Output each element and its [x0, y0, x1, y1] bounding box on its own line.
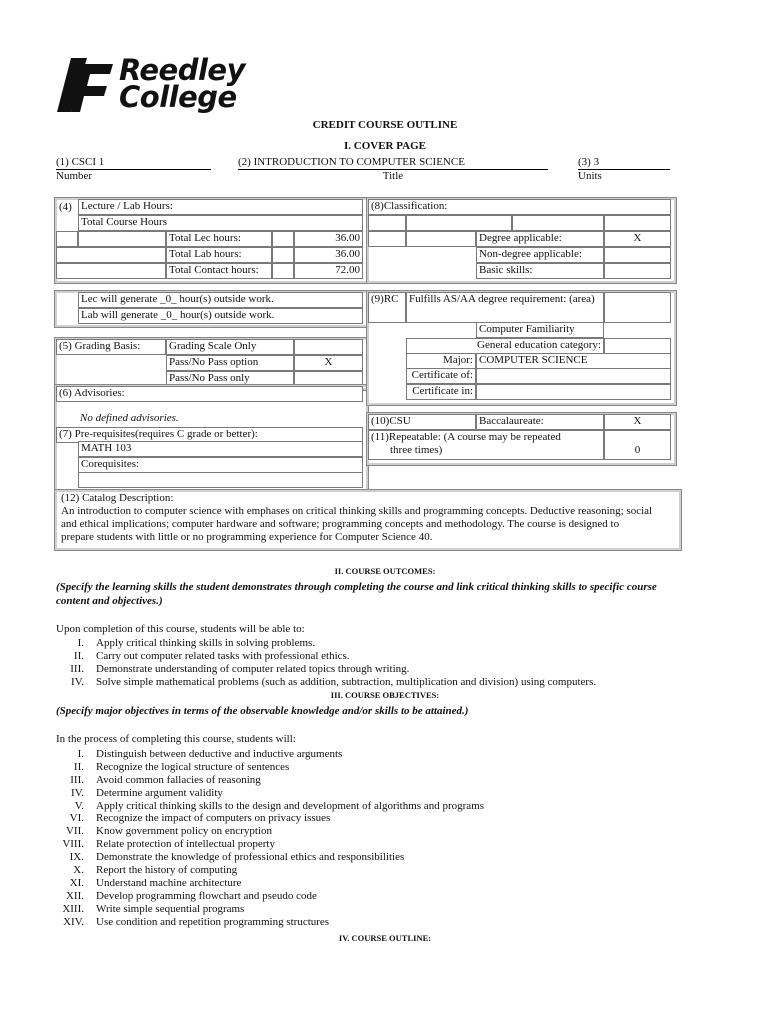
total-lab-value: 36.00	[294, 247, 363, 263]
blank-cell	[56, 231, 78, 247]
rc-logo-icon	[57, 56, 117, 114]
total-lab-label: Total Lab hours:	[166, 247, 272, 263]
rc-label: (9)RC	[368, 292, 406, 323]
item-number: VIII.	[62, 838, 84, 851]
rc-area: Computer Familiarity	[476, 322, 604, 338]
item-number: I.	[77, 748, 84, 760]
lab-outside-work: Lab will generate _0_ hour(s) outside work.	[78, 308, 363, 324]
certificate-in-label: Certificate in:	[406, 384, 476, 400]
blank-cell	[78, 231, 166, 247]
outcomes-intro: Upon completion of this course, students will be able to:	[56, 623, 305, 635]
total-lec-value: 36.00	[294, 231, 363, 247]
item-number: XIV.	[63, 915, 84, 928]
item-text: Develop programming flowchart and pseudo code	[96, 889, 317, 902]
list-item	[56, 774, 756, 787]
item-number: V.	[74, 799, 84, 812]
csu-label: (10)CSU	[368, 414, 476, 430]
item-text: Relate protection of intellectual property	[96, 838, 275, 851]
list-item	[56, 877, 756, 890]
list-item	[56, 787, 756, 800]
coreq-label: Corequisites:	[78, 457, 363, 473]
degree-applicable-label: Degree applicable:	[476, 231, 604, 247]
logo-line1: Reedley	[119, 53, 245, 87]
item-number: III.	[70, 773, 84, 786]
item-text: Avoid common fallacies of reasoning	[96, 773, 261, 786]
item-number: I.	[77, 637, 84, 649]
total-contact-label: Total Contact hours:	[166, 263, 272, 279]
item-text: Solve simple mathematical problems (such as addition, subtraction, multiplication and division) using computers.	[96, 675, 597, 688]
total-contact-value: 72.00	[294, 263, 363, 279]
item-number: XIII.	[62, 902, 84, 915]
outline-heading: IV. COURSE OUTLINE:	[338, 933, 432, 943]
item-text: Report the history of computing	[96, 864, 238, 877]
blank-cell	[604, 292, 671, 323]
major-label: Major:	[406, 353, 476, 369]
blank-cell	[604, 338, 671, 354]
outcomes-instruction-1: (Specify the learning skills the student demonstrates through completing the course and link critical thinking skills to specific course	[56, 581, 657, 593]
college-logo	[57, 53, 282, 114]
blank-cell	[56, 263, 166, 279]
item-number: X.	[73, 864, 84, 877]
item-number: II.	[73, 760, 84, 773]
grading-option-2: Pass/No Pass option	[166, 355, 294, 371]
list-item	[56, 890, 756, 903]
blank-cell	[294, 339, 363, 355]
item-text: Apply critical thinking skills in solving problems.	[96, 637, 316, 649]
advisories-label: (6) Advisories:	[56, 386, 363, 402]
lec-outside-work: Lec will generate _0_ hour(s) outside work.	[78, 292, 363, 308]
item-number: VI.	[69, 812, 84, 825]
hours-number: (4)	[59, 201, 72, 213]
grading-basis-label: (5) Grading Basis:	[56, 339, 166, 355]
list-item	[56, 851, 756, 864]
number-label: Number	[56, 170, 93, 182]
non-degree-label: Non-degree applicable:	[476, 247, 604, 263]
catalog-line-2: and ethical implications; computer hardware and software; programming concepts and methodology. The course is designed to	[61, 518, 620, 530]
rc-fulfills-label: Fulfills AS/AA degree requirement: (area)	[406, 292, 604, 323]
grading-option-2-mark: X	[294, 355, 363, 371]
course-title: (2) INTRODUCTION TO COMPUTER SCIENCE	[238, 155, 548, 170]
lecture-lab-label: Lecture / Lab Hours:	[78, 199, 363, 215]
baccalaureate-label: Baccalaureate:	[476, 414, 604, 430]
blank-cell	[272, 263, 294, 279]
item-text: Determine argument validity	[96, 786, 223, 799]
item-number: II.	[73, 649, 84, 662]
blank-cell	[512, 215, 604, 231]
item-text: Know government policy on encryption	[96, 825, 272, 838]
baccalaureate-mark: X	[604, 414, 671, 430]
list-item	[56, 800, 756, 813]
list-item	[56, 864, 756, 877]
item-text: Apply critical thinking skills to the design and development of algorithms and programs	[96, 799, 484, 812]
catalog-line-3: prepare students with little or no programming experience for Computer Science 40.	[61, 531, 433, 543]
list-item	[56, 812, 756, 825]
blank-cell	[368, 215, 406, 231]
item-number: IX.	[69, 851, 84, 864]
course-number: (1) CSCI 1	[56, 155, 211, 170]
grading-option-1: Grading Scale Only	[166, 339, 294, 355]
item-number: III.	[70, 662, 84, 675]
list-item	[56, 748, 756, 761]
list-item	[56, 637, 756, 650]
blank-cell	[272, 247, 294, 263]
repeatable-value: 0	[634, 444, 641, 456]
item-number: XII.	[65, 889, 84, 902]
list-item	[56, 916, 756, 929]
major-value: COMPUTER SCIENCE	[476, 353, 671, 369]
item-text: Recognize the impact of computers on privacy issues	[96, 812, 331, 825]
item-number: VII.	[65, 825, 84, 838]
certificate-of-label: Certificate of:	[406, 368, 476, 384]
blank-cell	[476, 368, 671, 384]
prereq-course: MATH 103	[78, 441, 363, 457]
prereq-label: (7) Pre-requisites(requires C grade or better):	[56, 427, 363, 443]
degree-applicable-mark: X	[604, 231, 671, 247]
list-item	[56, 676, 756, 689]
units-label: Units	[578, 170, 602, 182]
classification-label: (8)Classification:	[368, 199, 671, 215]
list-item	[56, 825, 756, 838]
blank-cell	[604, 215, 671, 231]
item-text: Distinguish between deductive and inductive arguments	[96, 748, 343, 760]
ge-category-label: General education category:	[406, 338, 604, 354]
item-text: Write simple sequential programs	[96, 902, 245, 915]
catalog-line-1: An introduction to computer science with emphases on critical thinking skills and programming concepts. Deductive reasoning; social	[61, 505, 653, 517]
list-item	[56, 761, 756, 774]
item-text: Carry out computer related tasks with professional ethics.	[96, 649, 350, 662]
units-value: (3) 3	[578, 155, 670, 170]
item-number: IV.	[71, 786, 84, 799]
outcomes-list	[56, 637, 756, 689]
repeatable-line1: (11)Repeatable: (A course may be repeated	[371, 431, 561, 443]
grading-option-3: Pass/No Pass only	[166, 371, 294, 387]
item-number: XI.	[69, 876, 84, 889]
item-text: Recognize the logical structure of sentences	[96, 760, 290, 773]
logo-line2: College	[119, 80, 237, 114]
list-item	[56, 650, 756, 663]
catalog-title: (12) Catalog Description:	[61, 492, 174, 504]
objectives-list	[56, 748, 756, 928]
repeatable-line2: three times)	[390, 444, 443, 456]
outcomes-instruction-2: content and objectives.)	[56, 595, 163, 607]
blank-cell	[406, 231, 476, 247]
list-item	[56, 838, 756, 851]
item-text: Understand machine architecture	[96, 876, 242, 889]
advisories-value: No defined advisories.	[80, 412, 179, 424]
blank-cell	[272, 231, 294, 247]
blank-cell	[406, 215, 512, 231]
item-text: Demonstrate the knowledge of professional ethics and responsibilities	[96, 851, 405, 864]
objectives-instruction: (Specify major objectives in terms of the observable knowledge and/or skills to be attained.)	[56, 705, 469, 717]
basic-skills-label: Basic skills:	[476, 263, 604, 279]
outcomes-heading: II. COURSE OUTCOMES:	[334, 566, 436, 576]
blank-cell	[604, 263, 671, 279]
doc-title: CREDIT COURSE OUTLINE	[312, 119, 458, 131]
section-title: I. COVER PAGE	[344, 140, 426, 152]
blank-cell	[78, 472, 363, 488]
blank-cell	[368, 231, 406, 247]
objectives-intro: In the process of completing this course, students will:	[56, 733, 296, 745]
total-lec-label: Total Lec hours:	[166, 231, 272, 247]
item-text: Demonstrate understanding of computer related topics through writing.	[96, 662, 410, 675]
blank-cell	[604, 247, 671, 263]
blank-cell	[56, 247, 166, 263]
blank-cell	[476, 384, 671, 400]
list-item	[56, 663, 756, 676]
objectives-heading: III. COURSE OBJECTIVES:	[330, 690, 440, 700]
item-number: IV.	[71, 675, 84, 688]
item-text: Use condition and repetition programming structures	[96, 915, 330, 928]
title-label: Title	[382, 170, 404, 182]
list-item	[56, 903, 756, 916]
total-course-hours-label: Total Course Hours	[78, 215, 363, 231]
